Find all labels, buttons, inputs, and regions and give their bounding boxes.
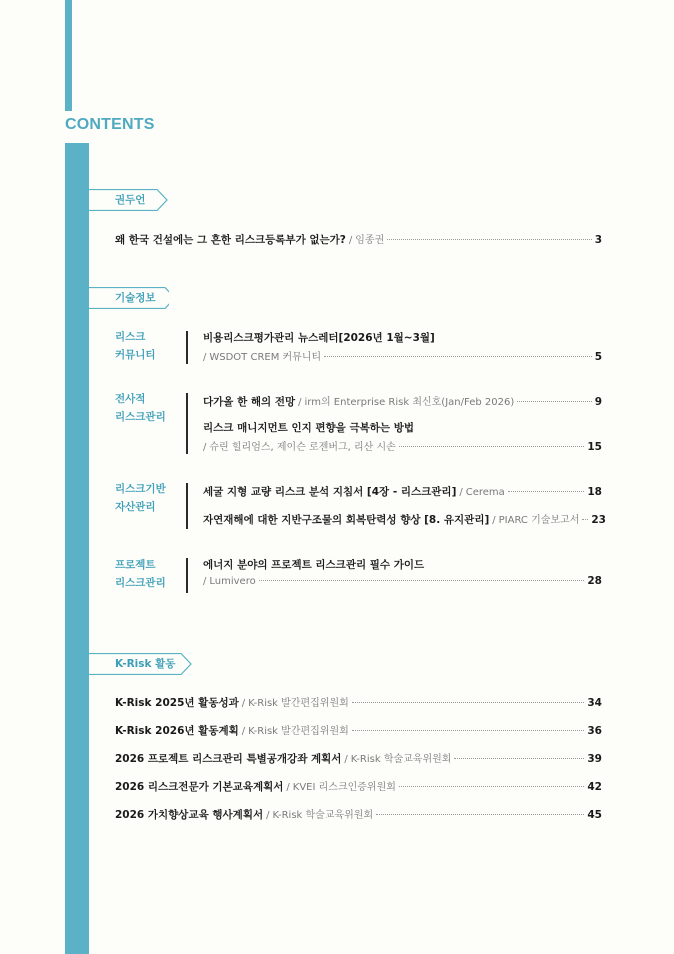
- section-label: K-Risk 활동: [115, 658, 176, 670]
- section-label: 기술정보: [115, 292, 156, 304]
- entry-author: K-Risk 발간편집위원회: [248, 726, 349, 737]
- toc-entry[interactable]: [203, 438, 602, 453]
- entry-separator: /: [298, 397, 302, 408]
- entry-title[interactable]: 에너지 분야의 프로젝트 리스크관리 필수 가이드: [203, 559, 425, 571]
- dot-leader: [259, 580, 585, 581]
- dot-leader: [399, 446, 585, 447]
- entry-author: K-Risk 발간편집위원회: [248, 698, 349, 709]
- entry-title: 2026 가치향상교육 행사계획서: [115, 809, 264, 821]
- category-divider: [186, 331, 188, 364]
- entry-page: 45: [587, 809, 602, 821]
- toc-entry[interactable]: [115, 806, 602, 822]
- entry-separator: /: [459, 487, 463, 498]
- dot-leader: [517, 401, 591, 402]
- entry-page: 39: [587, 753, 602, 765]
- dot-leader: [508, 491, 585, 492]
- toc-entry[interactable]: [203, 511, 606, 527]
- category-line: 리스크: [115, 331, 146, 343]
- category-line: 리스크기반: [115, 483, 166, 495]
- toc-entry[interactable]: [115, 750, 602, 766]
- category-line: 커뮤니티: [115, 349, 156, 361]
- entry-page: 5: [594, 351, 602, 363]
- entry-author: 임종권: [355, 235, 385, 246]
- category-line: 리스크관리: [115, 577, 166, 589]
- toc-entry[interactable]: [115, 722, 602, 738]
- entry-separator: /: [203, 442, 207, 453]
- entry-separator: /: [286, 782, 290, 793]
- entry-separator: /: [203, 576, 207, 587]
- category-community: [115, 328, 156, 364]
- dot-leader: [387, 239, 591, 240]
- category-enterprise: [115, 390, 166, 426]
- entry-separator: /: [492, 515, 496, 526]
- category-asset: [115, 480, 166, 516]
- entry-page: 34: [587, 697, 602, 709]
- entry-separator: /: [241, 698, 246, 709]
- entry-author: irm의 Enterprise Risk 최신호(Jan/Feb 2026): [304, 397, 515, 408]
- entry-separator: /: [348, 235, 353, 246]
- dot-leader: [352, 702, 585, 703]
- entry-page: 42: [587, 781, 602, 793]
- top-accent-bar: [65, 0, 72, 111]
- dot-leader: [376, 814, 584, 815]
- category-line: 리스크관리: [115, 411, 166, 423]
- section-tag-foreword[interactable]: [89, 189, 189, 211]
- dot-leader: [399, 786, 584, 787]
- toc-entry[interactable]: [203, 575, 602, 587]
- entry-page: 18: [587, 486, 602, 498]
- section-label: 권두언: [115, 194, 146, 206]
- dot-leader: [454, 758, 584, 759]
- category-project: [115, 556, 166, 592]
- toc-entry[interactable]: [115, 778, 602, 794]
- entry-title: 2026 프로젝트 리스크관리 특별공개강좌 계획서: [115, 753, 342, 765]
- entry-title: 세굴 지형 교량 리스크 분석 지침서 [4장 - 리스크관리]: [203, 486, 457, 498]
- entry-author: WSDOT CREM 커뮤니티: [209, 352, 322, 363]
- toc-entry[interactable]: [203, 484, 602, 499]
- section-tag-krisk[interactable]: [89, 653, 189, 675]
- entry-title: 다가올 한 해의 전망: [203, 396, 296, 408]
- entry-separator: /: [203, 352, 207, 363]
- entry-separator: /: [241, 726, 246, 737]
- entry-author: Lumivero: [209, 576, 256, 587]
- entry-author: K-Risk 학술교육위원회: [350, 754, 452, 765]
- entry-title[interactable]: 비용리스크평가관리 뉴스레터[2026년 1월~3월]: [203, 332, 435, 344]
- entry-author: KVEI 리스크인증위원회: [292, 782, 396, 793]
- section-tag-tech[interactable]: [89, 287, 189, 309]
- entry-title: 왜 한국 건설에는 그 흔한 리스크등록부가 없는가?: [115, 234, 346, 246]
- entry-page: 9: [594, 396, 602, 408]
- toc-entry[interactable]: [203, 348, 602, 363]
- entry-title: K-Risk 2026년 활동계획: [115, 725, 239, 737]
- category-divider: [186, 558, 188, 593]
- entry-title[interactable]: 리스크 매니지먼트 인지 편향을 극복하는 방법: [203, 422, 414, 434]
- entry-page: 15: [587, 441, 602, 453]
- toc-entry[interactable]: [115, 694, 602, 710]
- entry-author: 슈린 힐리엄스, 제이슨 로젠버그, 리산 시손: [209, 442, 396, 453]
- side-accent-bar: [65, 143, 89, 954]
- category-line: 자산관리: [115, 501, 156, 513]
- entry-author: K-Risk 학술교육위원회: [272, 810, 374, 821]
- entry-title: 자연재해에 대한 지반구조물의 회복탄력성 향상 [8. 유지관리]: [203, 514, 490, 526]
- entry-separator: /: [266, 810, 270, 821]
- entry-title: K-Risk 2025년 활동성과: [115, 697, 239, 709]
- toc-entry[interactable]: [203, 393, 602, 409]
- entry-page: 36: [587, 725, 602, 737]
- category-divider: [186, 393, 188, 454]
- dot-leader: [352, 730, 585, 731]
- toc-entry[interactable]: [115, 231, 602, 247]
- entry-title: 2026 리스크전문가 기본교육계획서: [115, 781, 284, 793]
- dot-leader: [324, 356, 592, 357]
- page-title: CONTENTS: [65, 116, 155, 133]
- entry-page: 3: [594, 234, 602, 246]
- entry-author: Cerema: [465, 487, 505, 498]
- category-divider: [186, 483, 188, 529]
- entry-author: PIARC 기술보고서: [498, 515, 580, 526]
- entry-page: 28: [587, 575, 602, 587]
- dot-leader: [582, 519, 588, 520]
- entry-page: 23: [591, 514, 606, 526]
- category-line: 전사적: [115, 393, 146, 405]
- entry-separator: /: [344, 754, 348, 765]
- category-line: 프로젝트: [115, 559, 156, 571]
